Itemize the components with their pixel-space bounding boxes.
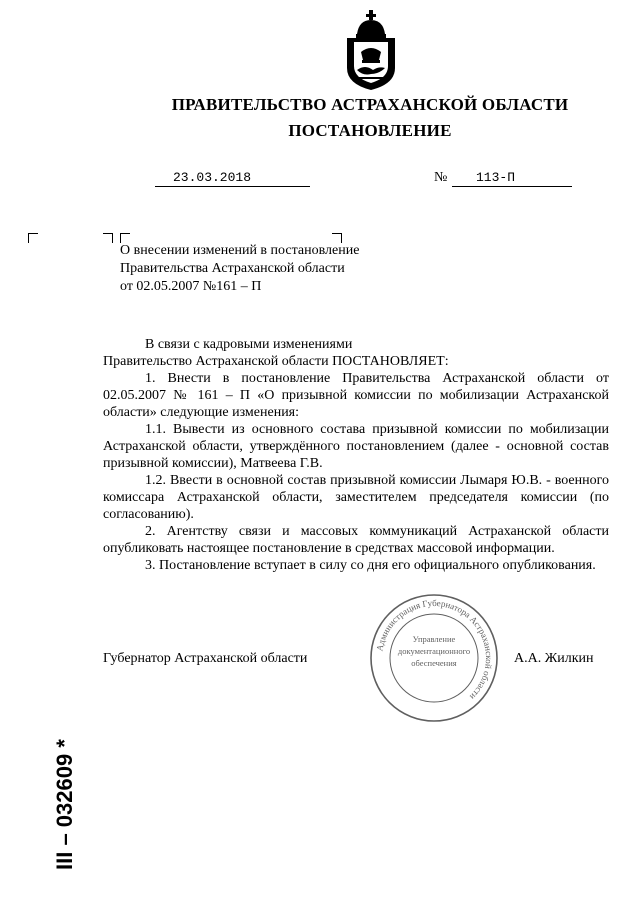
paragraph-2: 2. Агентству связи и массовых коммуникаций Астраханской области опубликовать настоящее постановление в средствах массовой информации. bbox=[103, 524, 609, 556]
paragraph-1: 1. Внести в постановление Правительства Астраханской области от 02.05.2007 № 161 – П «О призывной комиссии по мобилизации Астраханской области» следующие изменения: bbox=[103, 371, 609, 420]
stamp-center-line: Управление bbox=[412, 634, 456, 644]
document-number: 113-П bbox=[452, 170, 572, 187]
subject-line: от 02.05.2007 №161 – П bbox=[120, 279, 262, 294]
signatory-position: Губернатор Астраханской области bbox=[103, 651, 308, 666]
coat-of-arms-emblem bbox=[339, 8, 403, 92]
intro-line: Правительство Астраханской области ПОСТАНОВЛЯЕТ: bbox=[103, 354, 449, 369]
document-type: ПОСТАНОВЛЕНИЕ bbox=[288, 121, 452, 140]
stamp-center-line: обеспечения bbox=[411, 658, 457, 668]
stamp-ring-text: Администрация Губернатора Астраханской области bbox=[374, 597, 495, 702]
stamp-center-line: документационного bbox=[397, 646, 471, 656]
document-body bbox=[103, 336, 609, 574]
side-serial bbox=[14, 690, 77, 870]
subject-line: О внесении изменений в постановление bbox=[120, 243, 360, 258]
official-stamp bbox=[368, 592, 500, 724]
paragraph-1-1: 1.1. Вывести из основного состава призывной комиссии по мобилизации Астраханской области, утверждённого постановлением (далее - основной состав призывной комиссии), Матвеева Г.В. bbox=[103, 422, 609, 471]
intro-line: В связи с кадровыми изменениями bbox=[145, 337, 353, 352]
paragraph-3: 3. Постановление вступает в силу со дня его официального опубликования. bbox=[145, 558, 596, 573]
subject-bracket-left bbox=[103, 233, 113, 243]
document-subject bbox=[120, 242, 359, 296]
signatory-name: А.А. Жилкин bbox=[514, 651, 594, 666]
side-serial-number: III – 032609 * bbox=[52, 739, 77, 870]
government-title: ПРАВИТЕЛЬСТВО АСТРАХАНСКОЙ ОБЛАСТИ bbox=[171, 95, 569, 114]
subject-line: Правительства Астраханской области bbox=[120, 261, 345, 276]
number-label: № bbox=[434, 170, 448, 185]
document-date: 23.03.2018 bbox=[155, 170, 310, 187]
margin-corner-mark bbox=[28, 233, 38, 243]
paragraph-1-2: 1.2. Ввести в основной состав призывной комиссии Лымаря Ю.В. - военного комиссара Астраханской области, заместителем председателя комиссии (по согласованию). bbox=[103, 473, 609, 522]
